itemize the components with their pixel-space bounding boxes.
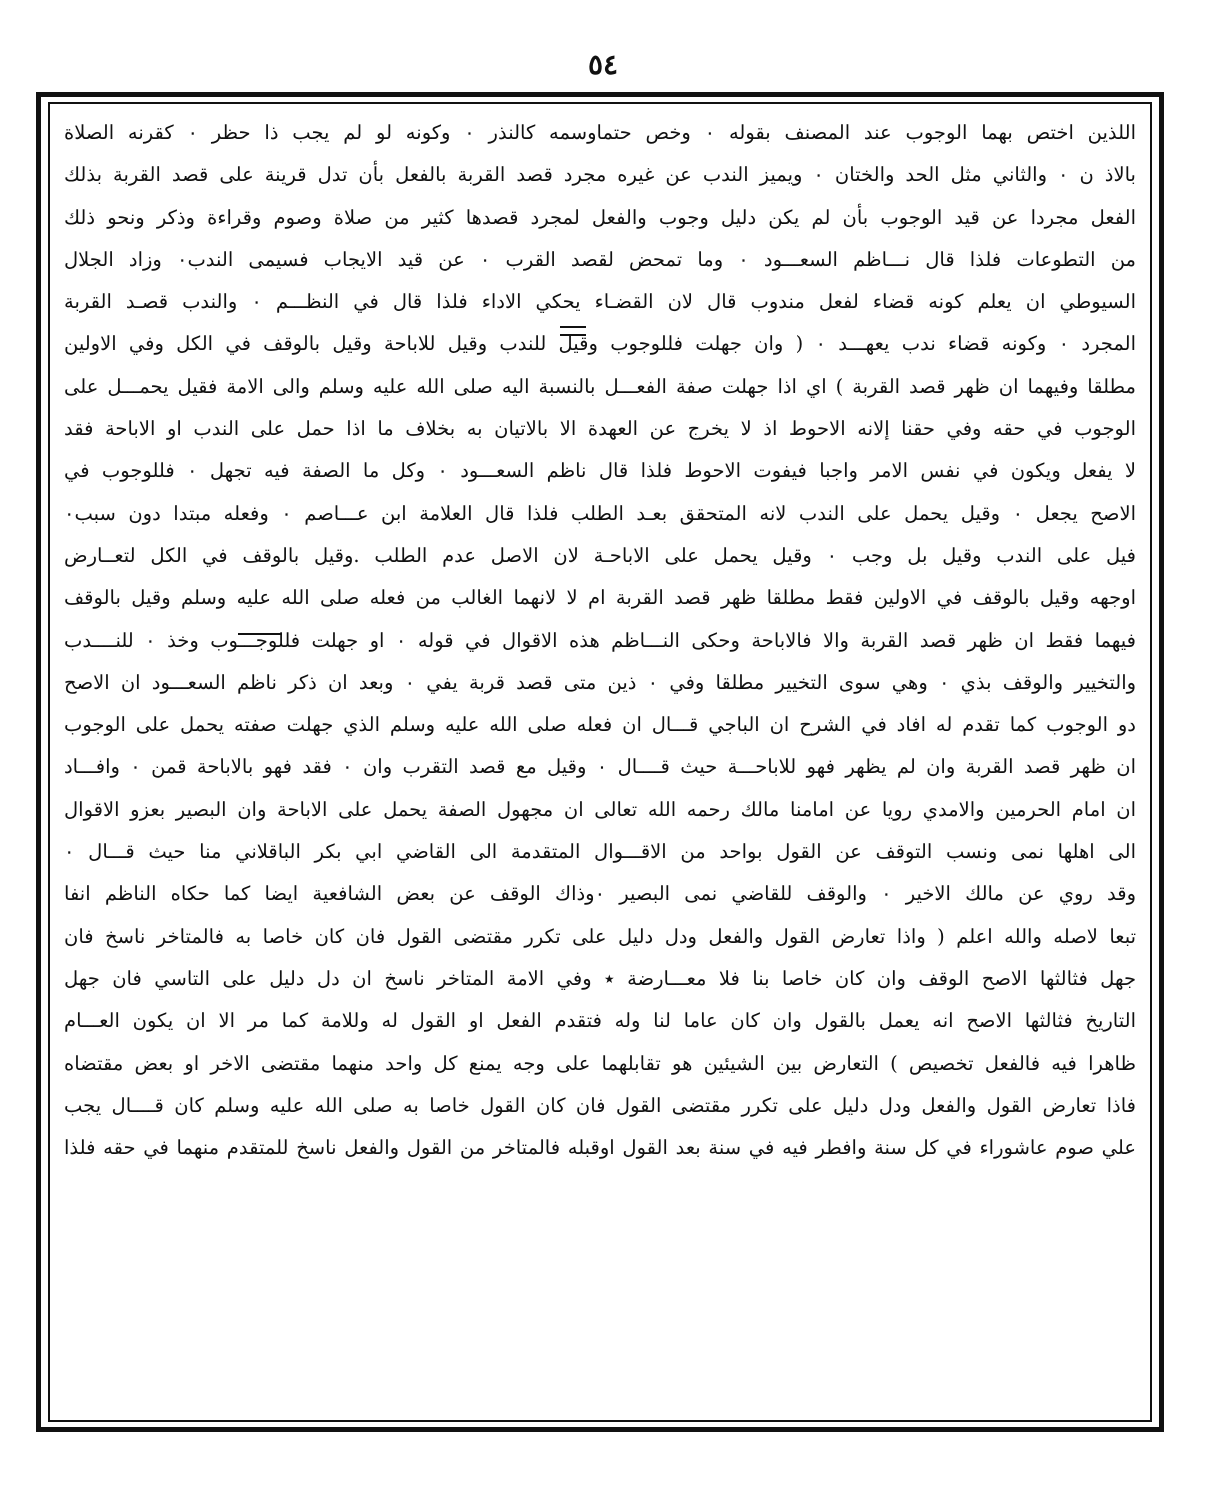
body-text	[64, 112, 1136, 1412]
text-line-17: ان امام الحرمين والامدي رويا عن امامنا مالك رحمه الله تعالى ان مجهول الصفة يحمل على الاباحة وان البصير بعزو الاقوال	[64, 797, 1136, 821]
text-line-16: ان ظهر قصد القربة وان لم يظهر فهو للاباحـــة حيث قــــال ٠ وقيل مع قصد التقرب وان ٠ فقد فهو بالاباحة قمن ٠ وافـــاد	[64, 755, 1136, 779]
text-line-10: الاصح يجعل ٠ وقيل يحمل على الندب لانه المتحقق بعـد الطلب فلذا قال العلامة ابن عـــاصم ٠ وفعله مبتدا دون سبب٠	[64, 501, 1136, 525]
underline-mark	[238, 630, 282, 635]
text-line-13: فيهما فقط ان ظهر قصد القربة والا فالاباحة وحكى النـــاظم هذه الاقوال في قوله ٠ او جهلت فللوجـــوب وخذ ٠ للنــــدب	[64, 628, 1136, 652]
double-underline-mark	[560, 326, 586, 336]
text-line-14: والتخيير والوقف بذي ٠ وهي سوى التخيير مطلقا وفي ٠ ذين متى قصد قربة يفي ٠ وبعد ان ذكر ناظم السعـــود ان الاصح	[64, 670, 1136, 694]
text-line-15: دو الوجوب كما تقدم له افاد في الشرح ان الباجي قـــال ان فعله صلى الله عليه وسلم الذي جهلت صفته يحمل على الوجوب	[64, 713, 1136, 737]
text-line-11: فيل على الندب وقيل بل وجب ٠ وقيل يحمل على الاباحـة لان الاصل عدم الطلب .وقيل بالوقف في الكل لتعــارض	[64, 543, 1136, 567]
text-line-4: من التطوعات فلذا قال نـــاظم السعـــود ٠ وما تمحض لقصد القرب ٠ عن قيد الايجاب فسيمى الندب٠ وزاد الجلال	[64, 247, 1136, 271]
text-line-7: مطلقا وفيهما ان ظهر قصد القربة ) اي اذا جهلت صفة الفعـــل بالنسبة اليه صلى الله عليه وسلم والى الامة فقيل يحمـــل على	[64, 374, 1136, 398]
text-line-25: علي صوم عاشوراء في كل سنة وافطر فيه في سنة بعد القول اوقبله فالمتاخر من القول والفعل ناسخ للمتقدم منهما في حقه فلذا	[64, 1136, 1136, 1160]
text-line-8: الوجوب في حقه وفي حقنا إلانه الاحوط اذ لا يخرج عن العهدة الا بالاتيان به بخلاف ما اذا حمل على الندب او الاباحة فقد	[64, 417, 1136, 441]
text-line-5: السيوطي ان يعلم كونه قضاء لفعل مندوب قال لان القضـاء يحكي الاداء فلذا قال في النظـــم ٠ والندب قصـد القربة	[64, 290, 1136, 314]
text-line-21: جهل فثالثها الاصح الوقف وان كان خاصا بنا فلا معـــارضة ٭ وفي الامة المتاخر ناسخ ان دل دليل على التاسي فان جهل	[64, 966, 1136, 990]
page-number: ٥٤	[587, 48, 619, 81]
text-line-20: تبعا لاصله والله اعلم ( واذا تعارض القول والفعل ودل دليل على تكرر مقتضى القول فان كان خاصا به فالمتاخر ناسخ فان	[64, 924, 1136, 948]
text-line-22: التاريخ فثالثها الاصح انه يعمل بالقول وان كان عاما لنا وله فتقدم الفعل او القول له وللامة كما مر الا ان يكون العـــام	[64, 1009, 1136, 1033]
text-line-18: الى اهلها نمى ونسب التوقف عن القول بواحد من الاقـــوال المتقدمة الى القاضي ابي بكر الباقلاني منا حيث قـــال ٠	[64, 840, 1136, 864]
text-line-12: اوجهه وقيل بالوقف في الاولين فقط مطلقا ظهر قصد القربة ام لا لانهما الغالب من فعله صلى الله عليه وسلم وقيل بالوقف	[64, 586, 1136, 610]
text-line-6: المجرد ٠ وكونه قضاء ندب يعهـــد ٠ ( وان جهلت فللوجوب وقيل للندب وقيل للاباحة وقيل بالوقف في الكل وفي الاولين	[64, 332, 1136, 356]
text-line-1: اللذين اختص بهما الوجوب عند المصنف بقوله ٠ وخص حتماوسمه كالنذر ٠ وكونه لو لم يجب ذا حظر ٠ كقرنه الصلاة	[64, 121, 1136, 144]
text-line-19: وقد روي عن مالك الاخير ٠ والوقف للقاضي نمى البصير ٠وذاك الوقف عن بعض الشافعية ايضا كما حكاه الناظم انفا	[64, 882, 1136, 906]
text-line-3: الفعل مجردا عن قيد الوجوب بأن لم يكن دليل وجوب والفعل لمجرد قصدها كثير من صلاة وصوم وقراءة وذكر ونحو ذلك	[64, 205, 1136, 229]
text-line-23: ظاهرا فيه فالفعل تخصيص ) التعارض بين الشيئين هو تقابلهما على وجه يمنع كل واحد منهما مقتضى الاخر او بعض مقتضاه	[64, 1051, 1136, 1075]
text-line-9: لا يفعل ويكون في نفس الامر واجبا فيفوت الاحوط فلذا قال ناظم السعـــود ٠ وكل ما الصفة فيه تجهل ٠ فللوجوب في	[64, 459, 1136, 483]
text-line-24: فاذا تعارض القول والفعل ودل دليل على تكرر مقتضى القول فان كان القول خاصا به صلى الله عليه وسلم كان قــــال يجب	[64, 1093, 1136, 1117]
text-line-2: بالاذ ن ٠ والثاني مثل الحد والختان ٠ ويميز الندب عن غيره مجرد قصد القربة بالفعل بأن تدل قرينة على قصد القربة بذلك	[64, 163, 1136, 187]
